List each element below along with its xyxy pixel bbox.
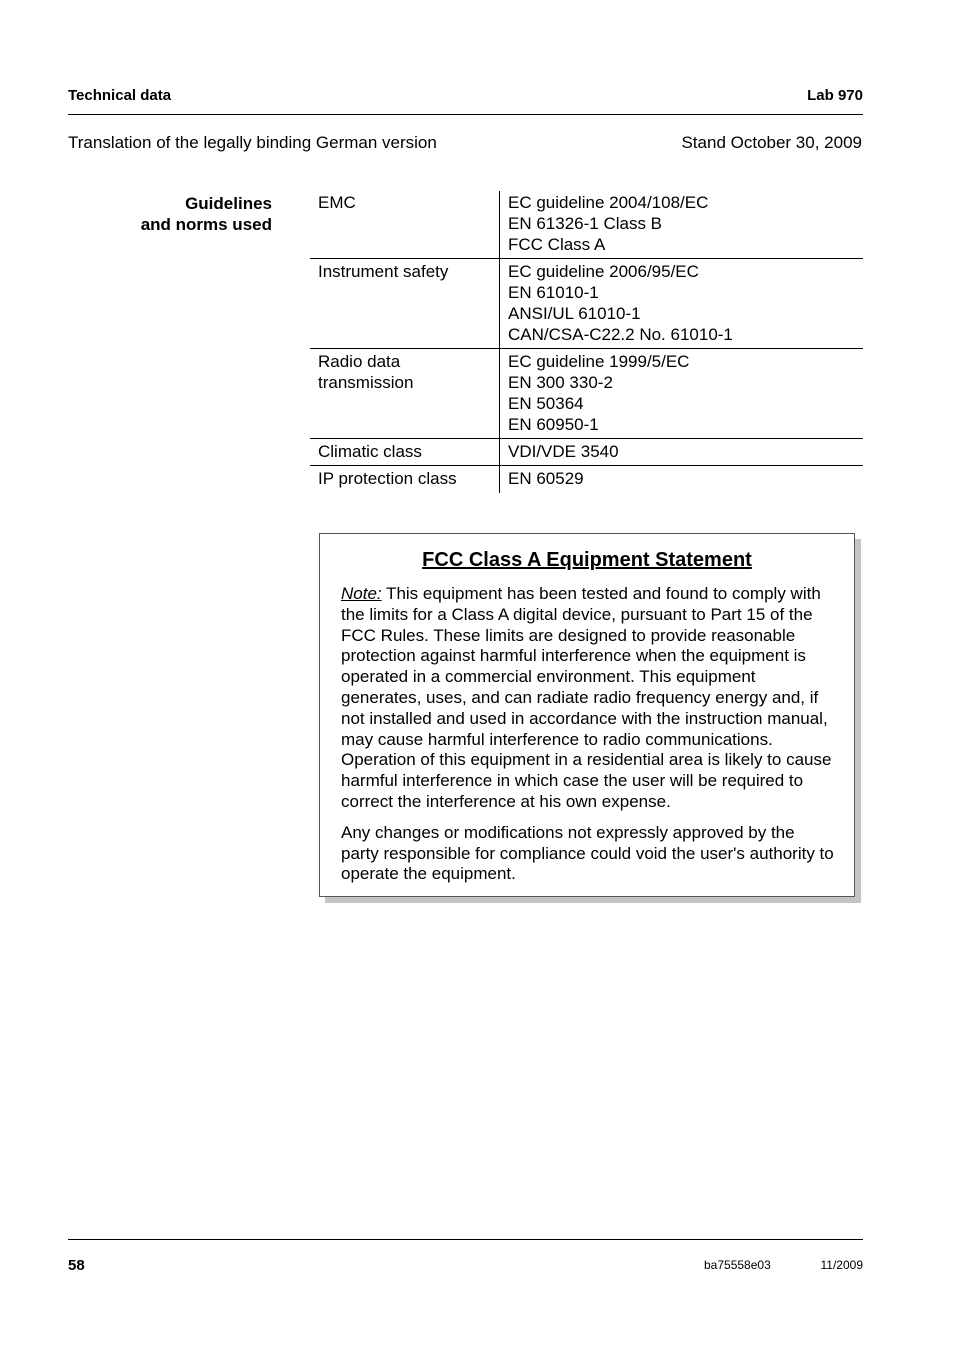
norm-category-cell xyxy=(310,349,500,439)
norm-category: EMC xyxy=(318,193,356,212)
norm-category-cell xyxy=(310,191,500,259)
footer-rule xyxy=(68,1239,863,1240)
norm-value: EC guideline 2006/95/EC xyxy=(508,262,699,281)
norm-value: CAN/CSA-C22.2 No. 61010-1 xyxy=(508,325,733,344)
norm-category: Instrument safety xyxy=(318,262,449,281)
norm-value: EN 60529 xyxy=(508,469,584,488)
norm-category: Radio data xyxy=(318,352,401,371)
table-row xyxy=(310,349,863,439)
norm-category-cell xyxy=(310,259,500,349)
norm-value: FCC Class A xyxy=(508,235,606,254)
page-number: 58 xyxy=(68,1257,85,1274)
table-row xyxy=(310,466,863,494)
norm-values-cell xyxy=(500,439,864,466)
document-date: 11/2009 xyxy=(820,1258,863,1272)
norm-values-cell xyxy=(500,349,864,439)
norm-values-cell xyxy=(500,466,864,494)
norm-value: EC guideline 1999/5/EC xyxy=(508,352,690,371)
norm-category-cell xyxy=(310,466,500,494)
norm-category-cell xyxy=(310,439,500,466)
stand-date: Stand October 30, 2009 xyxy=(681,133,862,152)
norm-values-cell xyxy=(500,191,864,259)
guidelines-title-line: and norms used xyxy=(140,215,272,234)
running-header-section: Technical data xyxy=(68,87,172,104)
norm-value: VDI/VDE 3540 xyxy=(508,442,619,461)
norm-category: Climatic class xyxy=(318,442,422,461)
norm-value: EN 61010-1 xyxy=(508,283,599,302)
norm-value: EN 300 330-2 xyxy=(508,373,613,392)
norm-value: ANSI/UL 61010-1 xyxy=(508,304,641,323)
table-row xyxy=(310,439,863,466)
header-rule xyxy=(68,114,863,115)
translation-note: Translation of the legally binding German version xyxy=(68,133,437,152)
norm-value: EC guideline 2004/108/EC xyxy=(508,193,709,212)
note-label: Note: xyxy=(341,584,382,603)
fcc-paragraph-text: This equipment has been tested and found to comply with the limits for a Class A digital device, pursuant to Part 15 of the FCC Rules. These limits are designed to provide reasonable protection against harmful interference when the equipment is operated in a commercial environment. This equipment generates, uses, and can radiate radio frequency energy and, if not installed and used in accordance with the instruction manual, may cause harmful interference to radio communications. Operation of this equipment in a residential area is likely to cause harmful interference in which case the user will be required to correct the interference at his own expense. xyxy=(341,584,832,811)
guidelines-section-title xyxy=(68,193,272,235)
guidelines-title-line: Guidelines xyxy=(185,194,272,213)
norm-values-cell xyxy=(500,259,864,349)
running-header-product: Lab 970 xyxy=(807,87,863,104)
norm-value: EN 60950-1 xyxy=(508,415,599,434)
fcc-statement-paragraph xyxy=(320,584,854,813)
table-row xyxy=(310,259,863,349)
norm-category: transmission xyxy=(318,373,414,392)
norm-value: EN 61326-1 Class B xyxy=(508,214,663,233)
fcc-statement-box xyxy=(319,533,855,897)
guidelines-table xyxy=(310,191,863,493)
norm-value: EN 50364 xyxy=(508,394,584,413)
fcc-statement-paragraph: Any changes or modifications not expressly approved by the party responsible for compliance could void the user's authority to operate the equipment. xyxy=(341,822,834,884)
fcc-statement-title: FCC Class A Equipment Statement xyxy=(422,549,752,571)
table-row xyxy=(310,191,863,259)
norm-category: IP protection class xyxy=(318,469,457,488)
document-code: ba75558e03 xyxy=(704,1258,771,1272)
